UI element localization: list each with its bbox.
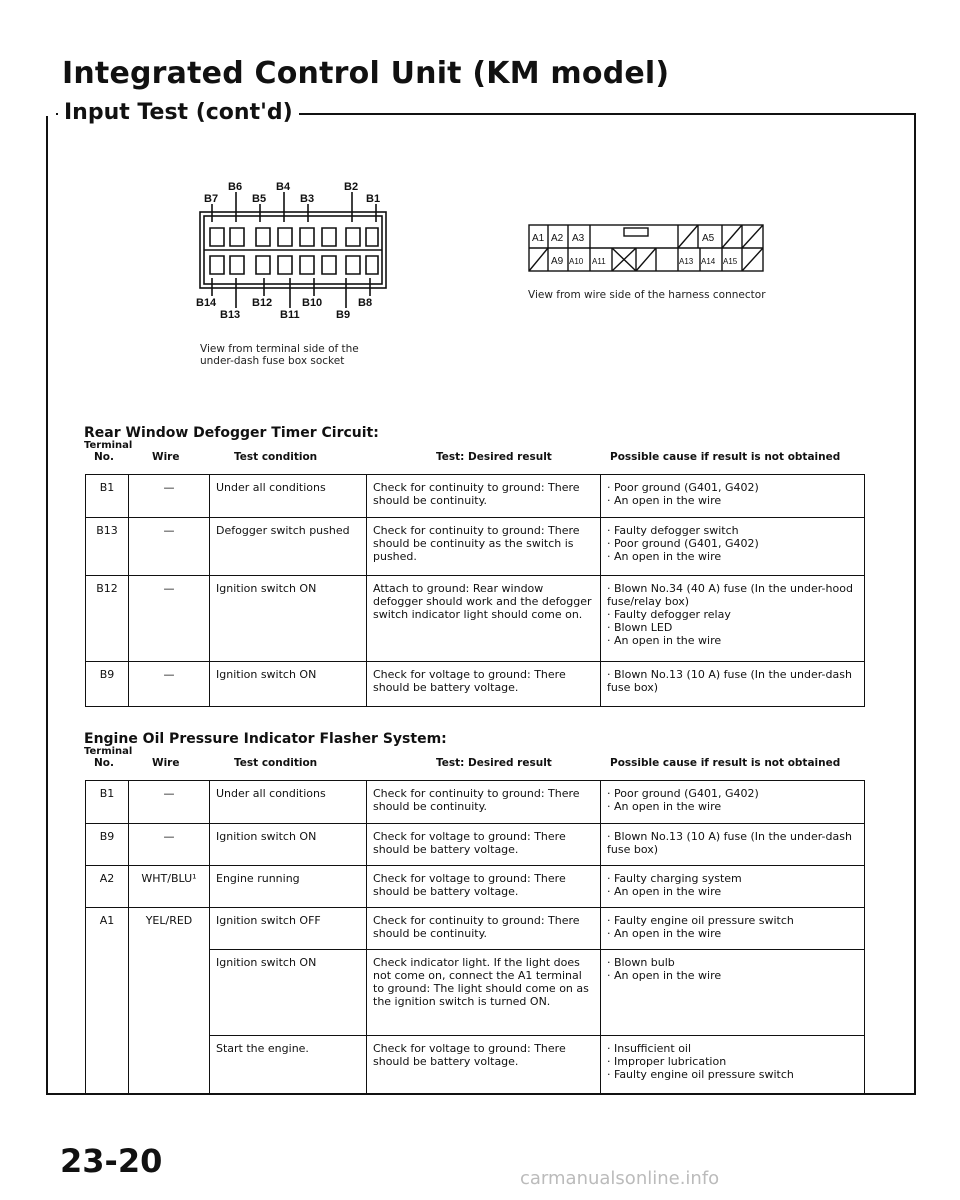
section-subtitle: Input Test (cont'd) [58, 100, 299, 125]
desired-result: Check for voltage to ground: There should be battery voltage. [367, 866, 601, 908]
cause-item: · Blown No.34 (40 A) fuse (In the under-hood fuse/relay box) [607, 582, 858, 608]
page-title: Integrated Control Unit (KM model) [62, 56, 670, 91]
desired-result: Check for continuity to ground: There should be continuity as the switch is pushed. [367, 518, 601, 576]
test-condition: Ignition switch ON [210, 662, 367, 707]
table-row [86, 908, 865, 950]
table-row [86, 475, 865, 518]
terminal-header: Terminal [84, 746, 133, 757]
terminal-label: B9 [336, 309, 351, 321]
table-row [86, 576, 865, 662]
watermark: carmanualsonline.info [520, 1168, 720, 1189]
cause-item: · Poor ground (G401, G402) [607, 537, 858, 550]
terminal-label: A9 [551, 256, 564, 267]
terminal-label: B6 [228, 181, 243, 193]
terminal-label: B10 [302, 297, 323, 309]
header-test-condition: Test condition [234, 451, 318, 463]
header-test-condition: Test condition [234, 757, 318, 769]
wire: — [129, 518, 210, 576]
cause-item: · Poor ground (G401, G402) [607, 481, 858, 494]
terminal-label: B12 [252, 297, 273, 309]
header-possible-cause: Possible cause if result is not obtained [610, 757, 841, 769]
desired-result: Check for continuity to ground: There should be continuity. [367, 781, 601, 824]
table-row [86, 824, 865, 866]
terminal-label: B11 [280, 309, 300, 321]
terminal-label: A13 [679, 257, 694, 266]
terminal-label: B1 [366, 193, 381, 205]
desired-result: Check for voltage to ground: There should be battery voltage. [367, 1036, 601, 1094]
terminal-header: Terminal [84, 440, 133, 451]
possible-cause [601, 781, 865, 824]
terminal-label: A14 [701, 257, 716, 266]
wire: — [129, 475, 210, 518]
wire: — [129, 781, 210, 824]
defogger-test-table [85, 474, 865, 707]
cause-item: · Faulty engine oil pressure switch [607, 1068, 858, 1081]
terminal-label: B3 [300, 193, 315, 205]
terminal-label: A15 [723, 257, 738, 266]
cause-item: · An open in the wire [607, 800, 858, 813]
table-row [86, 518, 865, 576]
desired-result: Attach to ground: Rear window defogger should work and the defogger switch indicator light should come on. [367, 576, 601, 662]
desired-result: Check for voltage to ground: There should be battery voltage. [367, 824, 601, 866]
header-desired-result: Test: Desired result [436, 451, 552, 463]
test-condition: Under all conditions [210, 781, 367, 824]
wire: — [129, 824, 210, 866]
desired-result: Check for continuity to ground: There should be continuity. [367, 908, 601, 950]
possible-cause [601, 950, 865, 1036]
terminal-label: A3 [572, 233, 585, 244]
cause-item: · An open in the wire [607, 634, 858, 647]
cause-item: · Poor ground (G401, G402) [607, 787, 858, 800]
terminal-label: B7 [204, 193, 219, 205]
cause-item: · Blown bulb [607, 956, 858, 969]
desired-result: Check for voltage to ground: There should be battery voltage. [367, 662, 601, 707]
cause-item: · An open in the wire [607, 885, 858, 898]
table-row [86, 781, 865, 824]
left-diagram-caption [200, 343, 359, 367]
terminal-label: A2 [551, 233, 564, 244]
possible-cause [601, 866, 865, 908]
test-condition: Engine running [210, 866, 367, 908]
terminal-no: B1 [86, 475, 129, 518]
header-no: No. [94, 451, 114, 463]
fuse-box-socket-diagram [190, 168, 420, 338]
possible-cause [601, 662, 865, 707]
wire: — [129, 576, 210, 662]
possible-cause [601, 824, 865, 866]
terminal-label: B13 [220, 309, 241, 321]
cause-item: · Faulty engine oil pressure switch [607, 914, 858, 927]
page-number: 23-20 [60, 1142, 163, 1180]
wire: — [129, 662, 210, 707]
terminal-label: B2 [344, 181, 359, 193]
test-condition: Ignition switch OFF [210, 908, 367, 950]
terminal-no: B13 [86, 518, 129, 576]
cause-item: · An open in the wire [607, 927, 858, 940]
cause-item: · Faulty defogger switch [607, 524, 858, 537]
cause-item: · Insufficient oil [607, 1042, 858, 1055]
harness-connector-diagram [528, 224, 768, 274]
possible-cause [601, 518, 865, 576]
header-wire: Wire [152, 451, 180, 463]
terminal-no: A1 [86, 908, 129, 1094]
terminal-label: A5 [702, 233, 715, 244]
header-wire: Wire [152, 757, 180, 769]
terminal-label: B4 [276, 181, 291, 193]
cause-item: · Blown LED [607, 621, 858, 634]
wire: WHT/BLU¹ [129, 866, 210, 908]
test-condition: Under all conditions [210, 475, 367, 518]
test-condition: Start the engine. [210, 1036, 367, 1094]
cause-item: · An open in the wire [607, 969, 858, 982]
table-row [86, 662, 865, 707]
terminal-no: B9 [86, 662, 129, 707]
wire: YEL/RED [129, 908, 210, 1094]
cause-item: · Improper lubrication [607, 1055, 858, 1068]
header-desired-result: Test: Desired result [436, 757, 552, 769]
table-row [86, 866, 865, 908]
right-diagram-caption: View from wire side of the harness connector [528, 289, 766, 301]
terminal-no: B12 [86, 576, 129, 662]
terminal-no: B1 [86, 781, 129, 824]
test-condition: Ignition switch ON [210, 576, 367, 662]
terminal-no: B9 [86, 824, 129, 866]
cause-item: · Faulty charging system [607, 872, 858, 885]
caption-line: under-dash fuse box socket [200, 355, 345, 367]
oil-pressure-test-table [85, 780, 865, 1094]
test-condition: Ignition switch ON [210, 950, 367, 1036]
terminal-no: A2 [86, 866, 129, 908]
test-condition: Defogger switch pushed [210, 518, 367, 576]
terminal-label: B5 [252, 193, 267, 205]
possible-cause [601, 475, 865, 518]
cause-item: · An open in the wire [607, 550, 858, 563]
possible-cause [601, 1036, 865, 1094]
terminal-label: B8 [358, 297, 373, 309]
caption-line: View from terminal side of the [200, 343, 359, 355]
desired-result: Check for continuity to ground: There should be continuity. [367, 475, 601, 518]
cause-item: · An open in the wire [607, 494, 858, 507]
terminal-label: A10 [569, 257, 584, 266]
desired-result: Check indicator light. If the light does not come on, connect the A1 terminal to ground: The light should come on as the ignition switch is turned ON. [367, 950, 601, 1036]
cause-item: · Blown No.13 (10 A) fuse (In the under-dash fuse box) [607, 668, 858, 694]
possible-cause [601, 908, 865, 950]
header-possible-cause: Possible cause if result is not obtained [610, 451, 841, 463]
section-title-defogger: Rear Window Defogger Timer Circuit: [84, 425, 379, 441]
terminal-label: A11 [592, 257, 606, 266]
possible-cause [601, 576, 865, 662]
header-no: No. [94, 757, 114, 769]
terminal-label: B14 [196, 297, 217, 309]
test-condition: Ignition switch ON [210, 824, 367, 866]
cause-item: · Faulty defogger relay [607, 608, 858, 621]
terminal-label: A1 [532, 233, 545, 244]
section-title-oil-pressure: Engine Oil Pressure Indicator Flasher System: [84, 731, 447, 747]
cause-item: · Blown No.13 (10 A) fuse (In the under-dash fuse box) [607, 830, 858, 856]
